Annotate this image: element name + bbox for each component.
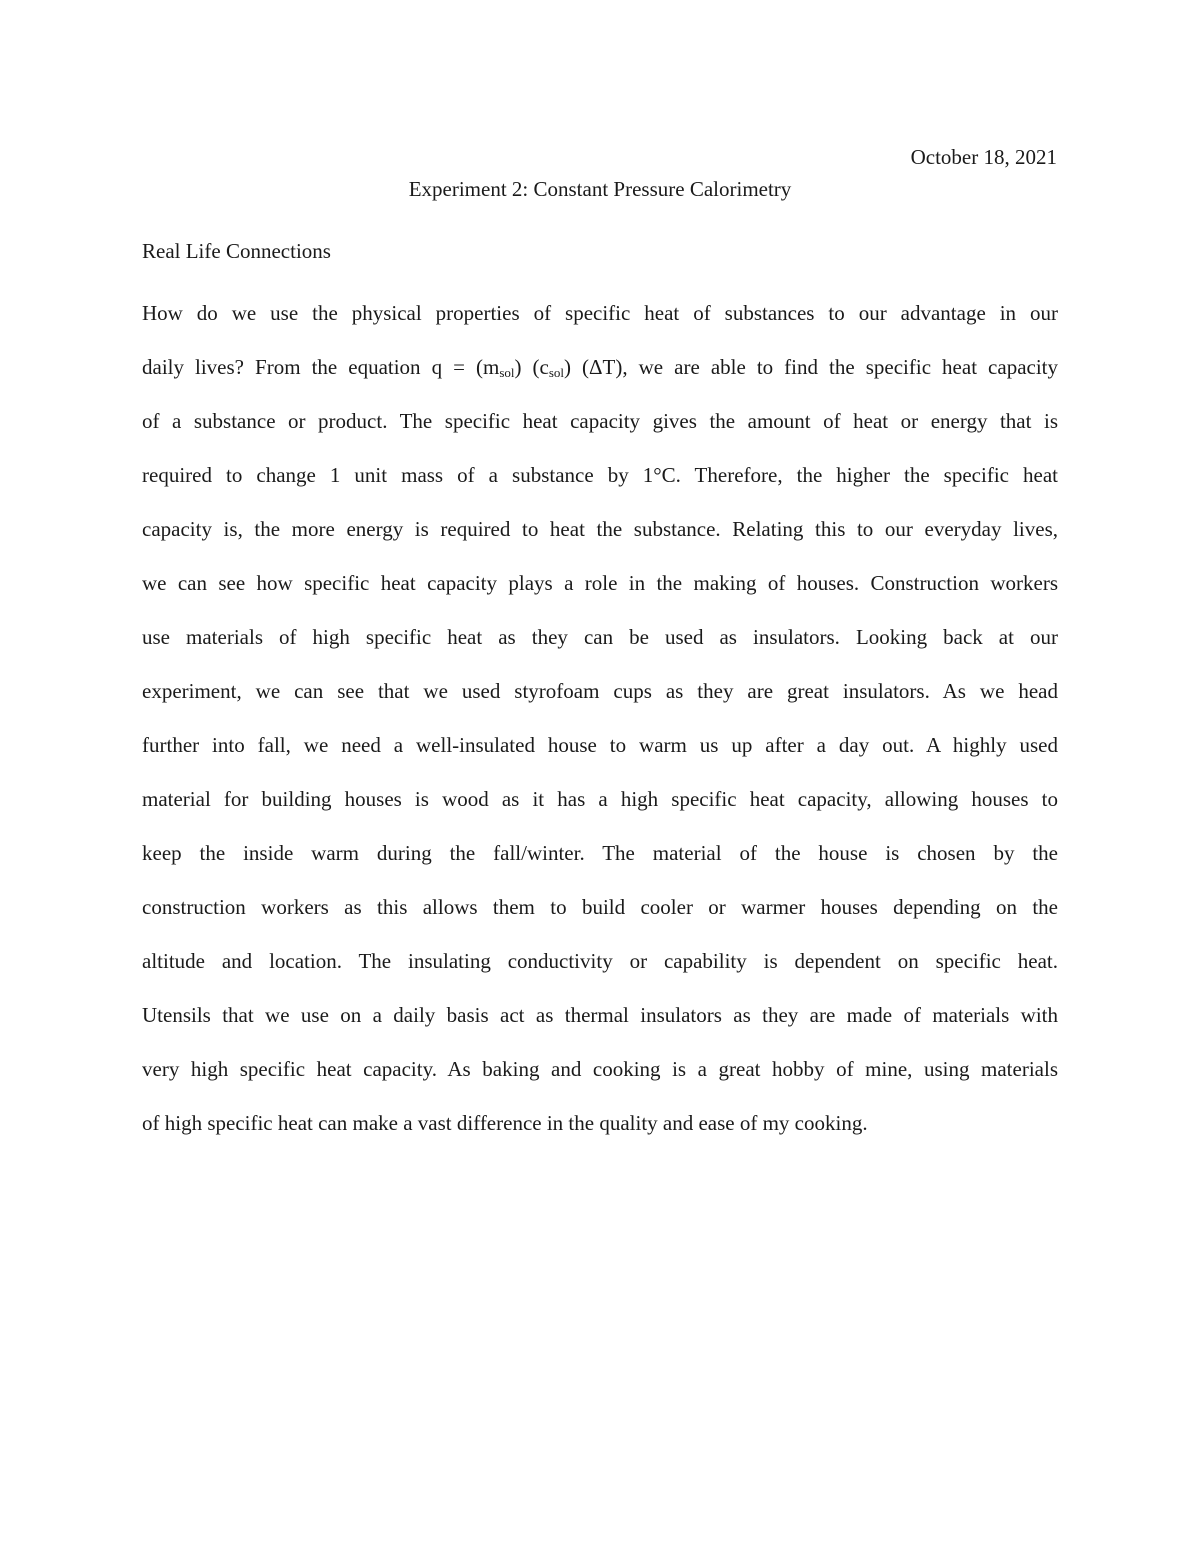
body-paragraph xyxy=(142,286,1058,1150)
paragraph-line: altitude and location. The insulating conductivity or capability is dependent on specific heat. xyxy=(142,949,1058,973)
paragraph-line: How do we use the physical properties of specific heat of substances to our advantage in our xyxy=(142,301,1058,325)
equation-text-after: ) (ΔT), we are able to find the specific heat capacity xyxy=(564,355,1059,379)
paragraph-line: Utensils that we use on a daily basis act as thermal insulators as they are made of materials with xyxy=(142,1003,1058,1027)
paragraph-line: experiment, we can see that we used styrofoam cups as they are great insulators. As we head xyxy=(142,679,1058,703)
paragraph-line: capacity is, the more energy is required to heat the substance. Relating this to our everyday lives, xyxy=(142,517,1058,541)
document-date: October 18, 2021 xyxy=(910,145,1057,169)
equation-subscript-mass: sol xyxy=(499,365,515,380)
equation-text-before: daily lives? From the equation q = (m xyxy=(142,355,500,379)
paragraph-line: use materials of high specific heat as they can be used as insulators. Looking back at our xyxy=(142,625,1058,649)
paragraph-line: of a substance or product. The specific heat capacity gives the amount of heat or energy that is xyxy=(142,409,1058,433)
paragraph-line: required to change 1 unit mass of a substance by 1°C. Therefore, the higher the specific heat xyxy=(142,463,1058,487)
document-title: Experiment 2: Constant Pressure Calorimetry xyxy=(408,177,792,201)
paragraph-line-last: of high specific heat can make a vast difference in the quality and ease of my cooking. xyxy=(142,1111,868,1135)
paragraph-line-equation xyxy=(142,340,1058,394)
equation-subscript-heat: sol xyxy=(548,365,565,380)
paragraph-line: very high specific heat capacity. As baking and cooking is a great hobby of mine, using materials xyxy=(142,1057,1058,1081)
section-heading: Real Life Connections xyxy=(142,239,331,263)
paragraph-line: we can see how specific heat capacity plays a role in the making of houses. Construction workers xyxy=(142,571,1058,595)
paragraph-line: further into fall, we need a well-insulated house to warm us up after a day out. A highly used xyxy=(142,733,1058,757)
paragraph-line: construction workers as this allows them to build cooler or warmer houses depending on the xyxy=(142,895,1058,919)
paragraph-line: keep the inside warm during the fall/winter. The material of the house is chosen by the xyxy=(142,841,1058,865)
equation-text-middle: ) (c xyxy=(514,355,549,379)
paragraph-line: material for building houses is wood as it has a high specific heat capacity, allowing houses to xyxy=(142,787,1058,811)
